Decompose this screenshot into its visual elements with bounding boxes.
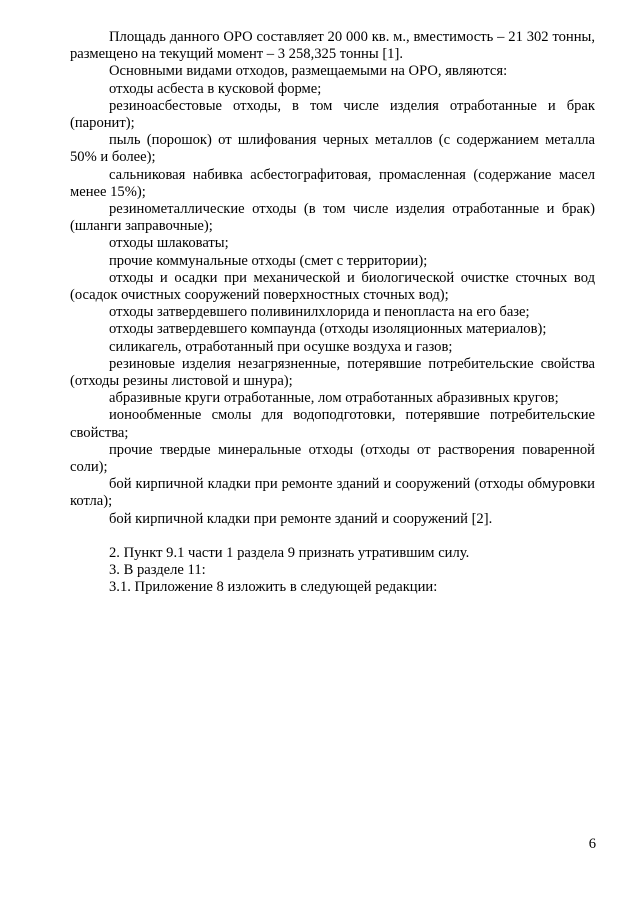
list-item: бой кирпичной кладки при ремонте зданий и сооружений (отходы обмуровки котла);	[70, 476, 595, 510]
list-item: отходы асбеста в кусковой форме;	[109, 80, 322, 97]
list-item: резиновые изделия незагрязненные, потерявшие потребительские свойства (отходы резины листовой и шнура);	[70, 355, 595, 390]
list-item: резинометаллические отходы (в том числе изделия отработанные и брак) (шланги заправочные);	[70, 201, 595, 235]
amendment-item: 3. В разделе 11:	[109, 562, 206, 579]
amendment-item: 2. Пункт 9.1 части 1 раздела 9 признать утратившим силу.	[109, 544, 470, 561]
list-item: отходы и осадки при механической и биологической очистке сточных вод (осадок очистных сооружений поверхностных сточных вод);	[70, 269, 595, 304]
list-item: резиноасбестовые отходы, в том числе изделия отработанные и брак (паронит);	[70, 97, 595, 132]
list-item: пыль (порошок) от шлифования черных металлов (с содержанием металла 50% и более);	[70, 132, 595, 166]
paragraph-spacer	[70, 528, 595, 545]
list-item: отходы затвердевшего поливинилхлорида и пенопласта на его базе;	[109, 304, 530, 321]
page-body	[70, 29, 595, 597]
amendment-item: 3.1. Приложение 8 изложить в следующей редакции:	[109, 579, 438, 596]
list-item: сальниковая набивка асбестографитовая, промасленная (содержание масел менее 15%);	[70, 166, 595, 200]
paragraph-area-capacity: Площадь данного ОРО составляет 20 000 кв. м., вместимость – 21 302 тонны, размещено на текущий момент – 3 258,325 тонны [1].	[70, 29, 595, 63]
list-item: бой кирпичной кладки при ремонте зданий и сооружений [2].	[109, 510, 493, 527]
paragraph-waste-types-intro: Основными видами отходов, размещаемыми на ОРО, являются:	[109, 63, 508, 80]
list-item: отходы затвердевшего компаунда (отходы изоляционных материалов);	[109, 321, 547, 338]
list-item: абразивные круги отработанные, лом отработанных абразивных кругов;	[109, 390, 559, 407]
list-item: отходы шлаковаты;	[109, 235, 229, 252]
list-item: силикагель, отработанный при осушке воздуха и газов;	[109, 338, 453, 355]
list-item: прочие твердые минеральные отходы (отходы от растворения поваренной соли);	[70, 441, 595, 476]
list-item: прочие коммунальные отходы (смет с территории);	[109, 252, 428, 269]
page-number: 6	[588, 836, 596, 852]
list-item: ионообменные смолы для водоподготовки, потерявшие потребительские свойства;	[70, 407, 595, 441]
